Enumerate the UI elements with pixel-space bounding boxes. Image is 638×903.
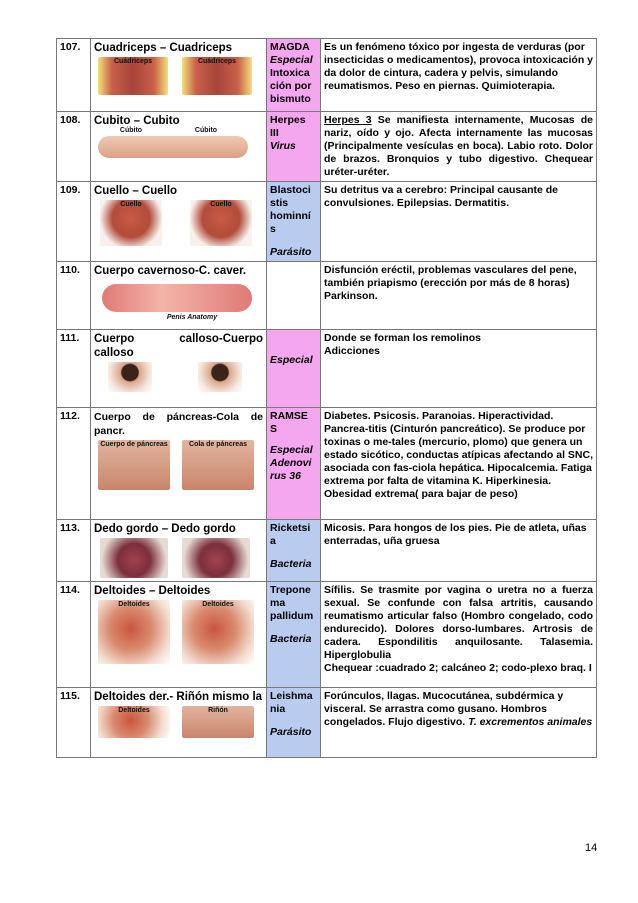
organ-pair-name: Cuadriceps – Cuadriceps (94, 42, 233, 54)
right-deltoid-image: Deltoides (98, 706, 170, 738)
anatomy-images (94, 440, 263, 492)
symptom-description: Disfunción eréctil, problemas vasculares del pene, también priapismo (erección por más de 8 horas) Parkinson. (321, 262, 597, 330)
head-image-left (108, 362, 152, 392)
symptom-description: Sífilis. Se trasmite por vagina o uretra no a fuerza sexual. Se confunde con falsa artritis, causando reumatismo articular falso (Hombro congelado, codo endurecido). Dolores dorso-lumbares. Artrosis de cadera. Espondilitis anquilosante. Talasemia. Hiperglobulia Chequear :cuadrado 2; calcáneo 2; codo-plexo braq. I (321, 582, 597, 688)
organ-pair-name: Cubito – Cubito (94, 115, 180, 127)
table-row (57, 520, 597, 582)
organ-pair-name: Deltoides – Deltoides (94, 585, 211, 597)
row-number: 108. (57, 112, 91, 182)
organ-pair-name: Dedo gordo – Dedo gordo (94, 523, 236, 535)
row-number: 107. (57, 39, 91, 112)
table-row (57, 262, 597, 330)
organ-pair-cell (91, 408, 267, 520)
organ-pair-cell (91, 330, 267, 408)
forearm-image: Cúbito Cúbito (98, 136, 248, 158)
table-row (57, 408, 597, 520)
neck-image-back: Cuello (190, 200, 252, 246)
table-row (57, 582, 597, 688)
row-number: 110. (57, 262, 91, 330)
neck-image-front: Cuello (100, 200, 162, 246)
page-number: 14 (585, 842, 598, 854)
table-row (57, 688, 597, 758)
symptom-description: Su detritus va a cerebro: Principal causante de convulsiones. Epilepsias. Dermatitis. (321, 182, 597, 262)
big-toe-image-right (182, 538, 250, 578)
symptom-description: Donde se forman los remolinos Adicciones (321, 330, 597, 408)
organ-pair-cell (91, 520, 267, 582)
table-row (57, 182, 597, 262)
organ-pair-name: Cuello – Cuello (94, 185, 178, 197)
pathogen-cell: Trepone ma pallidum Bacteria (267, 582, 321, 688)
table-row (57, 112, 597, 182)
quadriceps-image-left: Cuádriceps (98, 57, 168, 95)
organ-pair-cell (91, 688, 267, 758)
big-toe-image-left (100, 538, 168, 578)
pathogen-cell: Leishma nia Parásito (267, 688, 321, 758)
row-number: 115. (57, 688, 91, 758)
anatomy-images (94, 538, 263, 578)
pathogen-cell (267, 262, 321, 330)
row-number: 113. (57, 520, 91, 582)
pathogen-cell: Herpes III Virus (267, 112, 321, 182)
symptom-description: Micosis. Para hongos de los pies. Pie de atleta, uñas enterradas, uña gruesa (321, 520, 597, 582)
anatomy-images (94, 57, 263, 97)
anatomy-images (94, 127, 263, 164)
anatomy-images (94, 600, 263, 666)
anatomy-images (94, 200, 263, 248)
head-image-right (198, 362, 242, 392)
pancreas-body-image: Cuerpo de páncreas (98, 440, 170, 490)
anatomy-images (94, 706, 263, 740)
row-number: 114. (57, 582, 91, 688)
pancreas-tail-image: Cola de páncreas (182, 440, 254, 490)
anatomy-images (94, 280, 263, 320)
pathogen-cell: Blastoci stis hominní s Parásito (267, 182, 321, 262)
symptom-description: Diabetes. Psicosis. Paranoias. Hiperactividad. Pancrea-titis (Cinturón pancreático). Se produce por toxinas o me-tales (mercurio, plomo) que genera un estado sicótico, conductas atípicas afectando al SNC, asociada con fas-ciola hepática. Hipocalcemia. Fatiga extrema por falta de vitamina K. Hiperkinesia. Obesidad extrema( para bajar de peso) (321, 408, 597, 520)
organ-pair-name: Cuerpo calloso-Cuerpo calloso (94, 333, 263, 359)
row-number: 109. (57, 182, 91, 262)
pathogen-cell: RAMSE S Especial Adenovi rus 36 (267, 408, 321, 520)
organ-pair-cell (91, 182, 267, 262)
deltoid-image-right: Deltoides (182, 600, 254, 664)
pathogen-cell: Ricketsi a Bacteria (267, 520, 321, 582)
table-row (57, 330, 597, 408)
symptom-description: Es un fenómeno tóxico por ingesta de verduras (por insecticidas o medicamentos), provoca intoxicación y da dolor de cintura, cadera y pelvis, simulando reumatismos. Peso en piernas. Quimioterapia. (321, 39, 597, 112)
organ-pair-name: Deltoides der.- Riñón mismo la (94, 691, 263, 703)
symptom-description: Herpes 3 Se manifiesta internamente, Mucosas de nariz, oído y ojo. Afecta internamente las mucosas (Principalmente vesículas en boca). Labio roto. Dolor de brazos. Bronquios y tubo digestivo. Chequear uréter-uréter. (321, 112, 597, 182)
anatomy-images (94, 362, 263, 392)
table-row (57, 39, 597, 112)
organ-pair-cell (91, 39, 267, 112)
deltoid-image-left: Deltoides (98, 600, 170, 664)
organ-pair-cell (91, 112, 267, 182)
quadriceps-image-right: Cuádriceps (182, 57, 252, 95)
row-number: 111. (57, 330, 91, 408)
organ-pair-name: Cuerpo de páncreas-Cola de pancr. (94, 411, 263, 437)
pathogen-cell: Especial (267, 330, 321, 408)
penis-anatomy-image: Penis Anatomy (102, 284, 252, 312)
organ-pair-cell (91, 582, 267, 688)
row-number: 112. (57, 408, 91, 520)
pathogen-cell: MAGDA Especial Intoxica ción por bismuto (267, 39, 321, 112)
kidney-image: Riñón (182, 706, 254, 738)
symptom-description: Forúnculos, llagas. Mucocutánea, subdérmica y visceral. Se arrastra como gusano. Hombros congelados. Flujo digestivo. T. excrementos animales (321, 688, 597, 758)
body-organ-table (56, 38, 597, 758)
organ-pair-cell (91, 262, 267, 330)
organ-pair-name: Cuerpo cavernoso-C. caver. (94, 265, 247, 277)
